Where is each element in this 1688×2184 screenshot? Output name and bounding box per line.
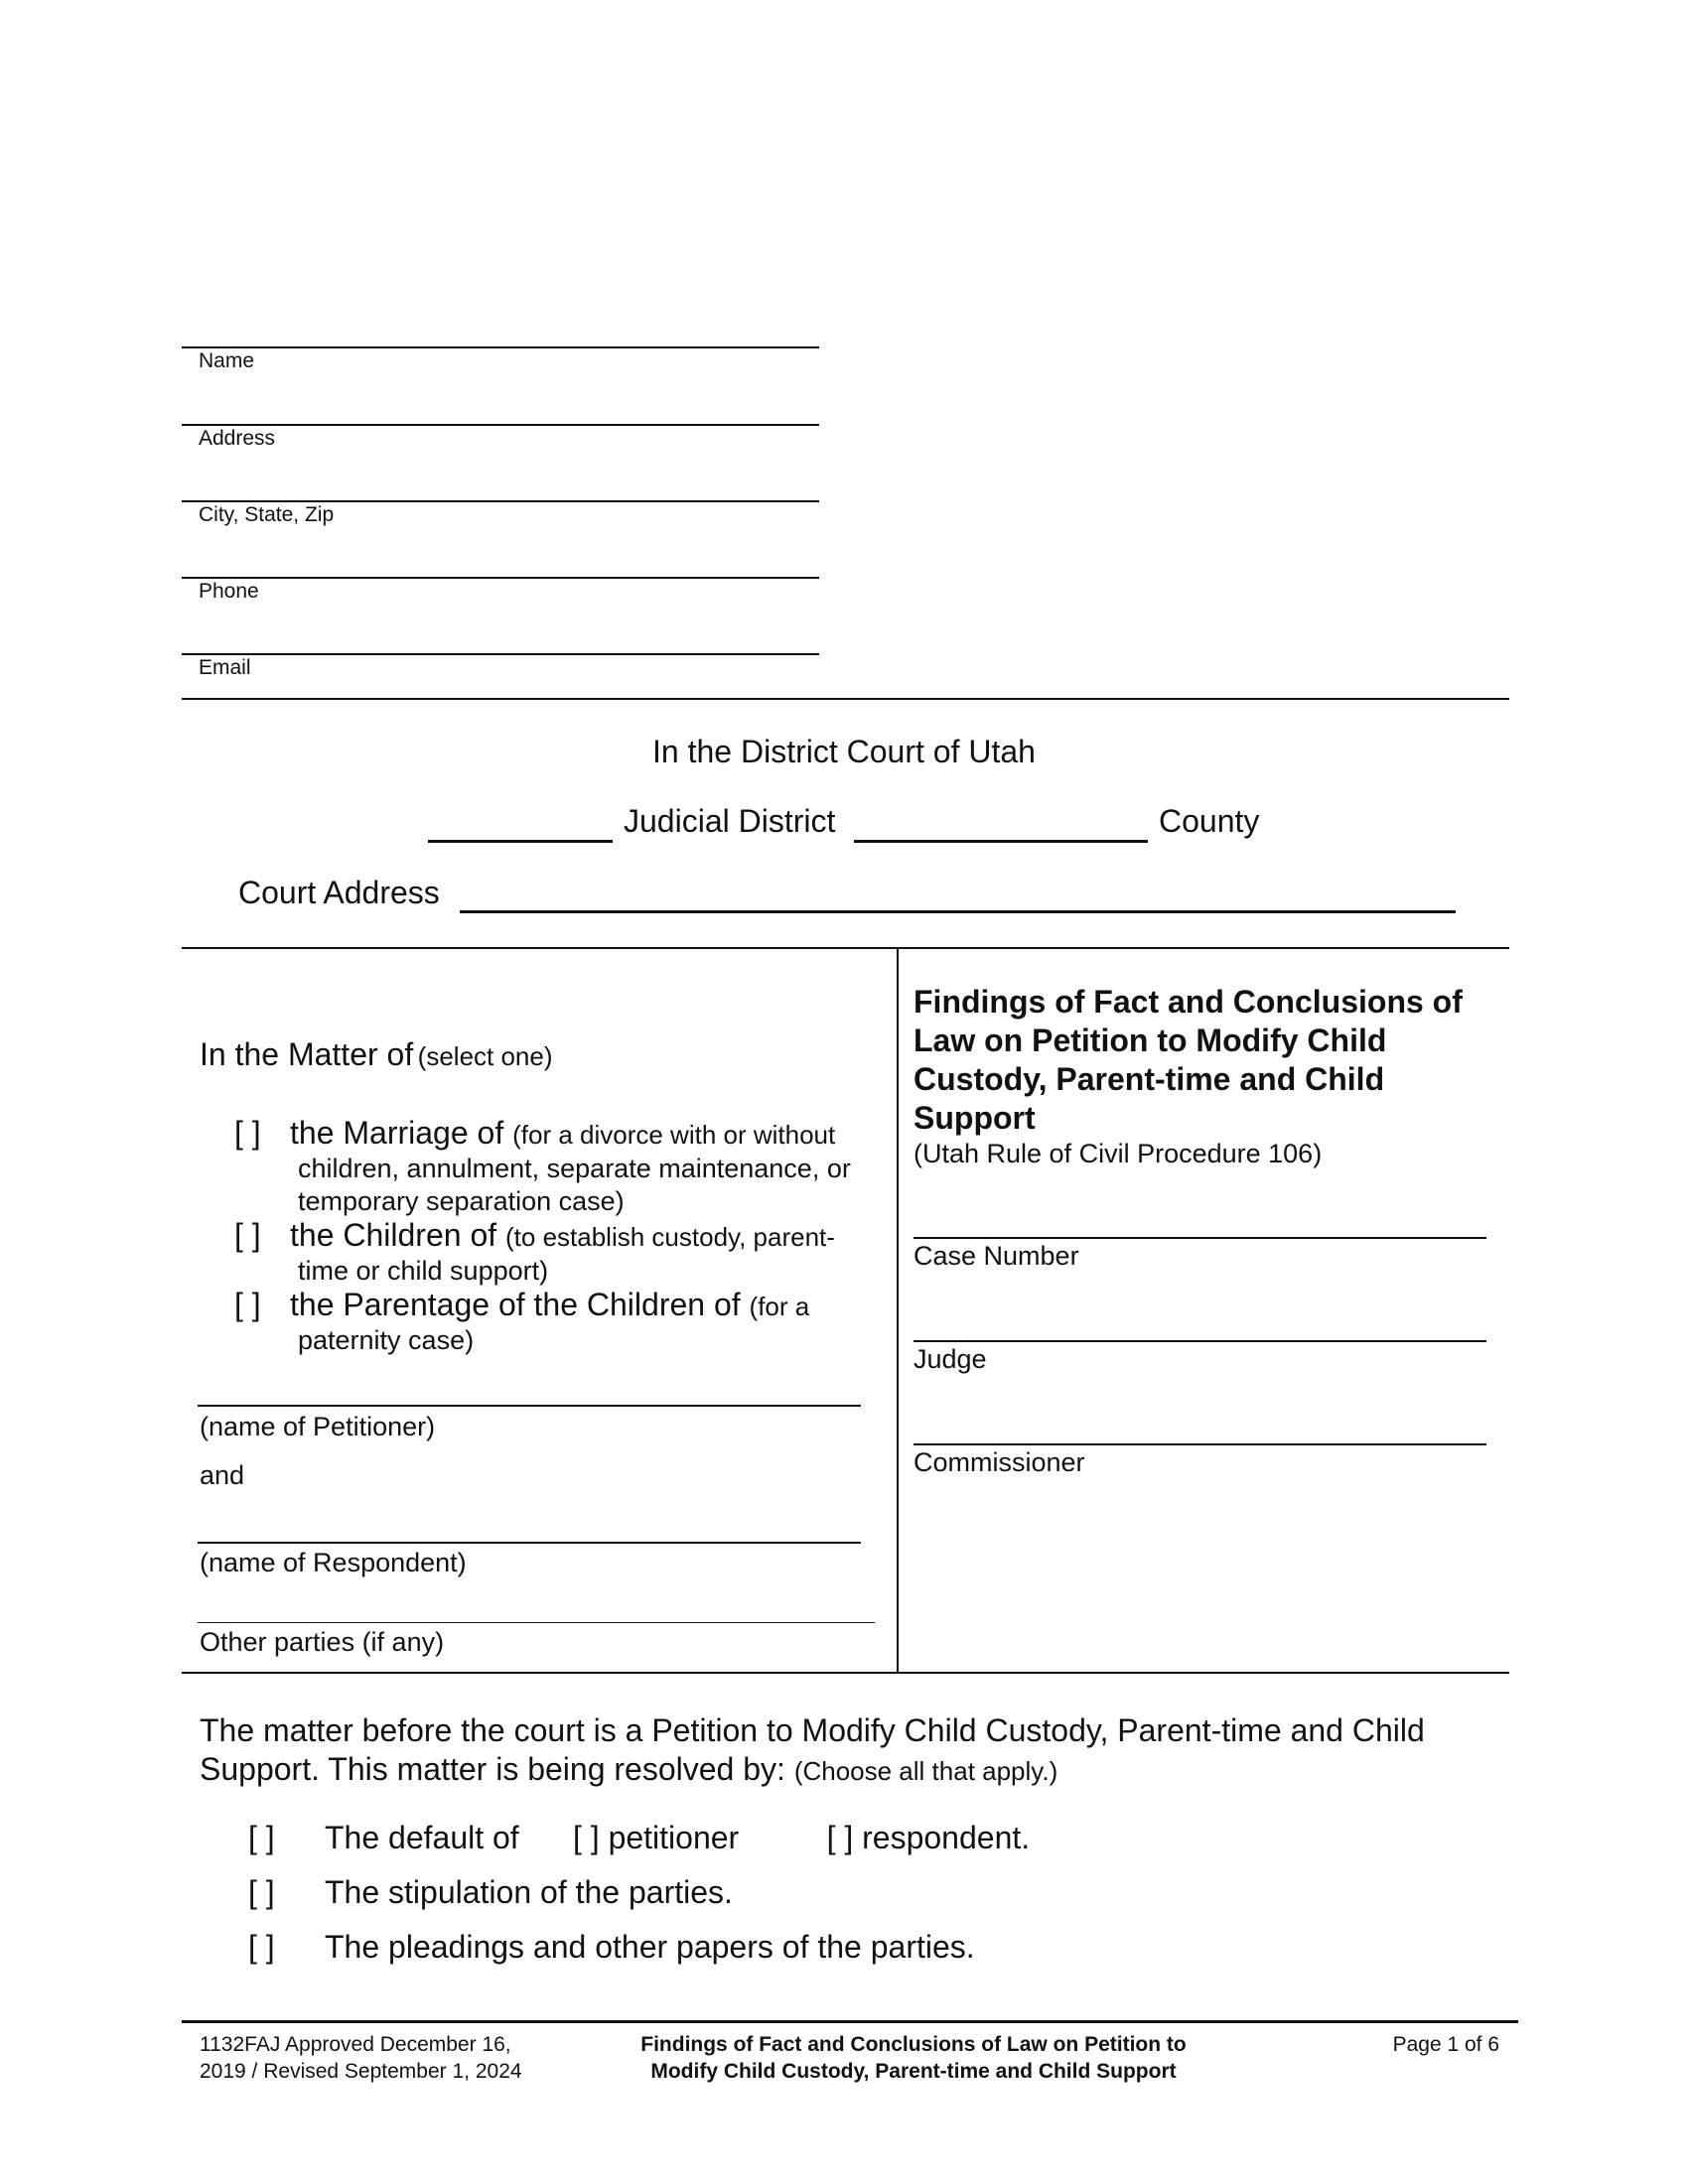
marriage-note-cont-1: children, annulment, separate maintenance, or (298, 1154, 851, 1183)
footer-form-line-1: 1132FAJ Approved December 16, (200, 2033, 511, 2056)
matter-intro (200, 1036, 553, 1073)
matter-option-children (234, 1217, 835, 1254)
parentage-note: (for a (749, 1292, 810, 1321)
matter-intro-note: (select one) (417, 1041, 553, 1071)
body-line-2-wrap (200, 1750, 1425, 1791)
name-label: Name (199, 349, 255, 372)
children-note: (to establish custody, parent- (505, 1222, 835, 1252)
resolve-pleadings-row (248, 1929, 975, 1966)
body-line-1: The matter before the court is a Petition to Modify Child Custody, Parent-time and Child (200, 1712, 1425, 1748)
county-name-field[interactable] (854, 840, 1148, 843)
document-title-line-1: Findings of Fact and Conclusions of (914, 984, 1463, 1020)
county-label: County (1159, 803, 1260, 839)
footer-title-line-1: Findings of Fact and Conclusions of Law on Petition to (640, 2033, 1187, 2056)
document-title (914, 983, 1499, 1170)
respondent-checkbox[interactable]: [ ] (826, 1820, 854, 1855)
other-parties-label: Other parties (if any) (200, 1627, 445, 1657)
children-note-cont-1: time or child support) (298, 1256, 549, 1286)
document-title-line-3: Custody, Parent-time and Child (914, 1061, 1385, 1097)
email-label: Email (199, 656, 251, 679)
matter-option-marriage (234, 1115, 835, 1152)
parentage-note-cont-1: paternity case) (298, 1325, 475, 1355)
children-label: the Children of (290, 1217, 497, 1253)
footer-form-id (200, 2031, 522, 2085)
district-number-field[interactable] (428, 840, 613, 843)
document-title-line-4: Support (914, 1100, 1036, 1136)
parentage-label: the Parentage of the Children of (290, 1287, 741, 1322)
resolve-default-row (248, 1820, 1030, 1856)
header-divider (182, 698, 1509, 700)
footer-title (576, 2031, 1251, 2085)
phone-field-line[interactable] (182, 577, 819, 579)
commissioner-label: Commissioner (914, 1447, 1085, 1477)
city-label: City, State, Zip (199, 503, 335, 526)
children-checkbox[interactable]: [ ] (234, 1217, 261, 1253)
email-field-line[interactable] (182, 653, 819, 655)
respondent-field-line[interactable] (198, 1542, 861, 1544)
page-number: Page 1 of 6 (1392, 2033, 1499, 2056)
body-line-2: Support. This matter is being resolved by: (200, 1751, 785, 1787)
name-field-line[interactable] (182, 346, 819, 348)
address-label: Address (199, 427, 276, 450)
default-respondent-label: respondent. (862, 1820, 1031, 1855)
other-parties-field-line[interactable] (198, 1622, 875, 1623)
judge-label: Judge (914, 1344, 987, 1374)
default-label: The default of (325, 1820, 519, 1855)
commissioner-field-line[interactable] (914, 1443, 1486, 1445)
caption-top-border (182, 947, 1509, 949)
marriage-note: (for a divorce with or without (512, 1120, 836, 1150)
document-title-line-2: Law on Petition to Modify Child (914, 1023, 1387, 1058)
parentage-checkbox[interactable]: [ ] (234, 1287, 261, 1322)
footer-form-line-2: 2019 / Revised September 1, 2024 (200, 2060, 522, 2083)
caption-divider (897, 947, 899, 1673)
stipulation-label: The stipulation of the parties. (325, 1874, 733, 1910)
default-checkbox[interactable]: [ ] (248, 1820, 275, 1855)
court-title: In the District Court of Utah (652, 734, 1036, 769)
body-line-2-note: (Choose all that apply.) (793, 1756, 1058, 1786)
petitioner-checkbox[interactable]: [ ] (573, 1820, 600, 1855)
marriage-note-cont-2: temporary separation case) (298, 1186, 625, 1216)
pleadings-label: The pleadings and other papers of the parties. (325, 1929, 975, 1965)
default-petitioner-label: petitioner (608, 1820, 740, 1855)
footer-divider (182, 2020, 1518, 2023)
respondent-label: (name of Respondent) (200, 1548, 467, 1577)
marriage-checkbox[interactable]: [ ] (234, 1115, 261, 1151)
pleadings-checkbox[interactable]: [ ] (248, 1929, 275, 1965)
caption-bottom-border (182, 1672, 1509, 1674)
footer-title-line-2: Modify Child Custody, Parent-time and Child Support (650, 2060, 1177, 2083)
matter-intro-label: In the Matter of (200, 1036, 414, 1072)
body-intro (200, 1711, 1425, 1791)
resolve-stipulation-row (248, 1874, 733, 1911)
stipulation-checkbox[interactable]: [ ] (248, 1874, 275, 1910)
marriage-label: the Marriage of (290, 1115, 504, 1151)
case-number-label: Case Number (914, 1241, 1079, 1271)
and-label: and (200, 1460, 245, 1490)
case-number-field-line[interactable] (914, 1237, 1486, 1239)
petitioner-field-line[interactable] (198, 1405, 861, 1407)
court-address-label: Court Address (238, 875, 440, 910)
petitioner-label: (name of Petitioner) (200, 1412, 436, 1441)
address-field-line[interactable] (182, 424, 819, 426)
judge-field-line[interactable] (914, 1340, 1486, 1342)
city-field-line[interactable] (182, 500, 819, 502)
phone-label: Phone (199, 580, 259, 603)
matter-option-parentage (234, 1287, 809, 1323)
district-label: Judicial District (624, 803, 836, 839)
rule-reference: (Utah Rule of Civil Procedure 106) (914, 1139, 1323, 1168)
court-address-field[interactable] (460, 910, 1456, 913)
